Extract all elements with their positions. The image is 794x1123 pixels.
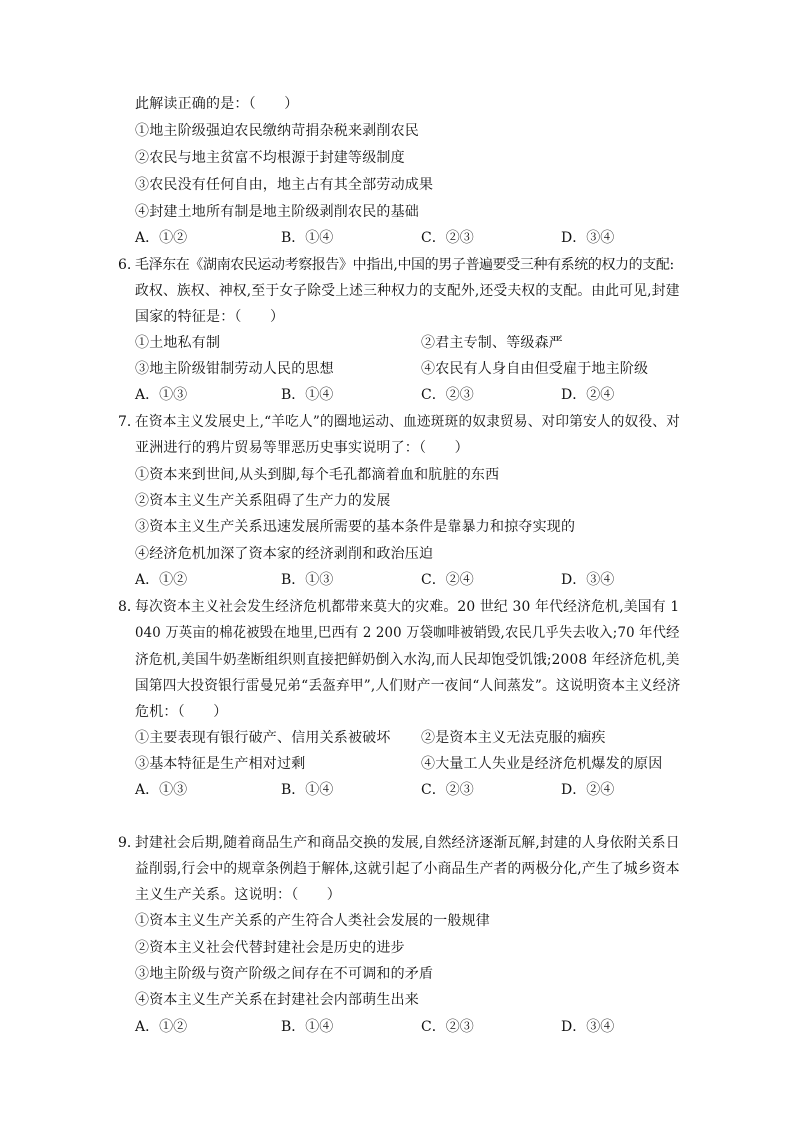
q6-option-c[interactable]: C．②③ bbox=[421, 387, 474, 403]
q6-statement-3: ③地主阶级钳制劳动人民的思想 bbox=[135, 361, 334, 377]
q8-option-d[interactable]: D．②④ bbox=[561, 782, 615, 798]
q6-stem-line-3: 国家的特征是：（ ） bbox=[135, 309, 285, 325]
q6-statement-2: ②君主专制、等级森严 bbox=[421, 335, 563, 351]
q8-statement-4: ④大量工人失业是经济危机爆发的原因 bbox=[421, 756, 663, 772]
q7-option-a[interactable]: A．①② bbox=[135, 572, 188, 588]
q6-option-d[interactable]: D．②④ bbox=[561, 387, 615, 403]
q8-statement-1: ①主要表现有银行破产、信用关系被破坏 bbox=[135, 730, 391, 746]
q8-option-c[interactable]: C．②③ bbox=[421, 782, 474, 798]
q6-stem-line-1: 毛泽东在《湖南农民运动考察报告》中指出,中国的男子普遍要受三种有系统的权力的支配: bbox=[135, 257, 674, 273]
q5-option-c[interactable]: C．②③ bbox=[421, 230, 474, 246]
q9-option-c[interactable]: C．②③ bbox=[421, 1019, 474, 1035]
q6-statement-4: ④农民有人身自由但受雇于地主阶级 bbox=[421, 361, 649, 377]
q8-statement-2: ②是资本主义无法克服的痼疾 bbox=[421, 730, 606, 746]
q8-stem-line-1: 每次资本主义社会发生经济危机都带来莫大的灾难。20 世纪 30 年代经济危机,美国有 1 bbox=[135, 599, 680, 615]
q9-number: 9． bbox=[118, 835, 141, 851]
q7-stem-line-1: 在资本主义发展史上,“羊吃人”的圈地运动、血迹斑斑的奴隶贸易、对印第安人的奴役、对 bbox=[135, 414, 680, 430]
q9-stem-line-1: 封建社会后期,随着商品生产和商品交换的发展,自然经济逐渐瓦解,封建的人身依附关系日 bbox=[135, 835, 680, 851]
q6-number: 6. bbox=[118, 257, 132, 273]
q7-statement-4: ④经济危机加深了资本家的经济剥削和政治压迫 bbox=[135, 546, 434, 562]
q8-statement-3: ③基本特征是生产相对过剩 bbox=[135, 756, 306, 772]
q7-statement-1: ①资本来到世间,从头到脚,每个毛孔都滴着血和肮脏的东西 bbox=[135, 467, 500, 483]
q8-stem-line-2: 040 万英亩的棉花被毁在地里,巴西有 2 200 万袋咖啡被销毁,农民几乎失去收入;70 年代经 bbox=[135, 625, 680, 641]
q7-option-c[interactable]: C．②④ bbox=[421, 572, 474, 588]
q6-option-a[interactable]: A．①③ bbox=[135, 387, 188, 403]
q9-stem-line-2: 益削弱,行会中的规章条例趋于解体,这就引起了小商品生产者的两极分化,产生了城乡资本 bbox=[135, 861, 680, 877]
q5-statement-4: ④封建土地所有制是地主阶级剥削农民的基础 bbox=[135, 204, 419, 220]
q7-statement-3: ③资本主义生产关系迅速发展所需要的基本条件是靠暴力和掠夺实现的 bbox=[135, 519, 576, 535]
q5-option-d[interactable]: D．③④ bbox=[561, 230, 615, 246]
q9-option-b[interactable]: B．①④ bbox=[281, 1019, 334, 1035]
q9-option-a[interactable]: A．①② bbox=[135, 1019, 188, 1035]
q6-option-b[interactable]: B．①④ bbox=[281, 387, 334, 403]
q5-option-a[interactable]: A．①② bbox=[135, 230, 188, 246]
q5-stem: 此解读正确的是：（ ） bbox=[135, 96, 299, 112]
q7-option-b[interactable]: B．①③ bbox=[281, 572, 334, 588]
q7-number: 7． bbox=[118, 414, 141, 430]
q6-statement-1: ①土地私有制 bbox=[135, 335, 221, 351]
q7-option-d[interactable]: D．③④ bbox=[561, 572, 615, 588]
q9-statement-2: ②资本主义社会代替封建社会是历史的进步 bbox=[135, 940, 405, 956]
q8-stem-line-5: 危机：（ ） bbox=[135, 704, 228, 720]
q8-stem-line-3: 济危机,美国牛奶垄断组织则直接把鲜奶倒入水沟,而人民却饱受饥饿;2008 年经济危机,美 bbox=[135, 652, 680, 668]
q6-stem-line-2: 政权、族权、神权,至于女子除受上述三种权力的支配外,还受夫权的支配。由此可见,封建 bbox=[135, 283, 680, 299]
q7-statement-2: ②资本主义生产关系阻碍了生产力的发展 bbox=[135, 493, 391, 509]
q8-option-b[interactable]: B．①④ bbox=[281, 782, 334, 798]
q9-option-d[interactable]: D．③④ bbox=[561, 1019, 615, 1035]
q7-stem-line-2: 亚洲进行的鸦片贸易等罪恶历史事实说明了：（ ） bbox=[135, 440, 469, 456]
q9-statement-3: ③地主阶级与资产阶级之间存在不可调和的矛盾 bbox=[135, 966, 434, 982]
q5-option-b[interactable]: B．①④ bbox=[281, 230, 334, 246]
q5-statement-1: ①地主阶级强迫农民缴纳苛捐杂税来剥削农民 bbox=[135, 123, 419, 139]
q5-statement-2: ②农民与地主贫富不均根源于封建等级制度 bbox=[135, 150, 405, 166]
q9-stem-line-3: 主义生产关系。这说明：（ ） bbox=[135, 887, 341, 903]
q8-stem-line-4: 国第四大投资银行雷曼兄弟“丢盔弃甲”,人们财产一夜间“人间蒸发”。这说明资本主义经济 bbox=[135, 678, 681, 694]
q9-statement-1: ①资本主义生产关系的产生符合人类社会发展的一般规律 bbox=[135, 913, 490, 929]
q5-statement-3: ③农民没有任何自由，地主占有其全部劳动成果 bbox=[135, 177, 434, 193]
q8-option-a[interactable]: A．①③ bbox=[135, 782, 188, 798]
q9-statement-4: ④资本主义生产关系在封建社会内部萌生出来 bbox=[135, 992, 419, 1008]
q8-number: 8． bbox=[118, 599, 141, 615]
